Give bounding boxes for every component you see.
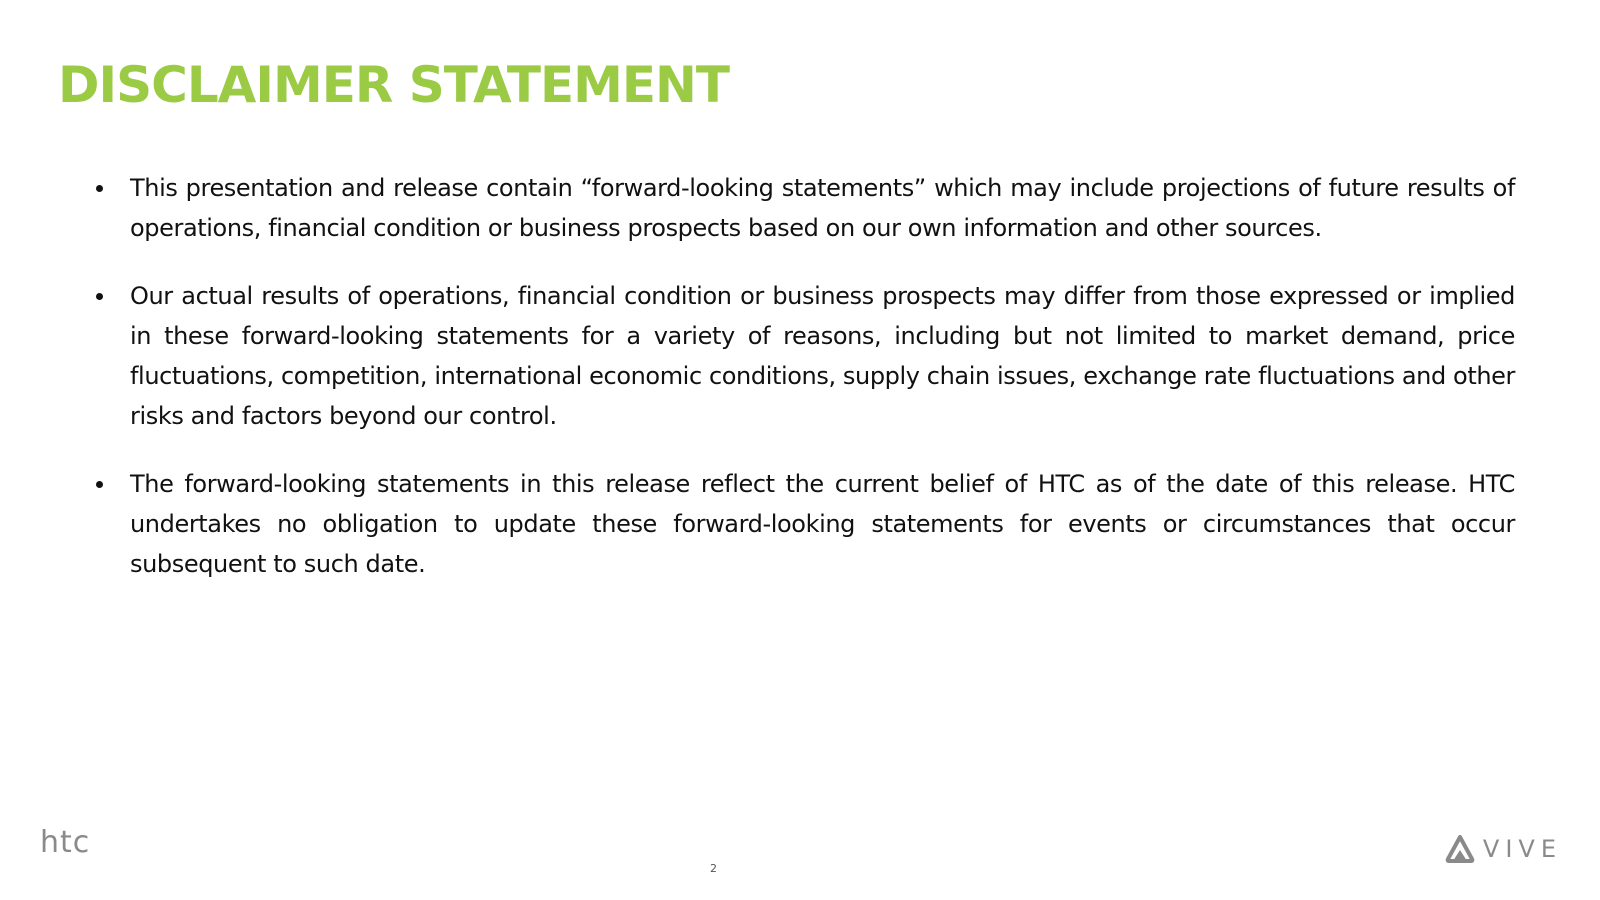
bullet-dot-icon: [96, 185, 103, 192]
bullet-item: [90, 168, 1515, 248]
bullet-dot-icon: [96, 481, 103, 488]
vive-logo: [1445, 834, 1562, 864]
vive-logo-text: VIVE: [1482, 835, 1562, 863]
bullet-item: [90, 276, 1515, 436]
bullet-text: Our actual results of operations, financial condition or business prospects may differ from those expressed or implied in these forward-looking statements for a variety of reasons, including but not limited to market demand, price fluctuations, competition, international economic conditions, supply chain issues, exchange rate fluctuations and other risks and factors beyond our control.: [130, 282, 1515, 430]
bullet-item: [90, 464, 1515, 584]
page-number: 2: [710, 862, 717, 875]
vive-triangle-icon: [1445, 834, 1475, 864]
bullet-text: This presentation and release contain “forward-looking statements” which may include projections of future results of operations, financial condition or business prospects based on our own information and other sources.: [130, 174, 1515, 242]
bullet-text: The forward-looking statements in this release reflect the current belief of HTC as of the date of this release. HTC undertakes no obligation to update these forward-looking statements for events or circumstances that occur subsequent to such date.: [130, 470, 1515, 578]
bullet-dot-icon: [96, 293, 103, 300]
bullet-list: [90, 168, 1515, 612]
slide-title: DISCLAIMER STATEMENT: [58, 56, 729, 114]
htc-logo: htc: [40, 825, 91, 860]
